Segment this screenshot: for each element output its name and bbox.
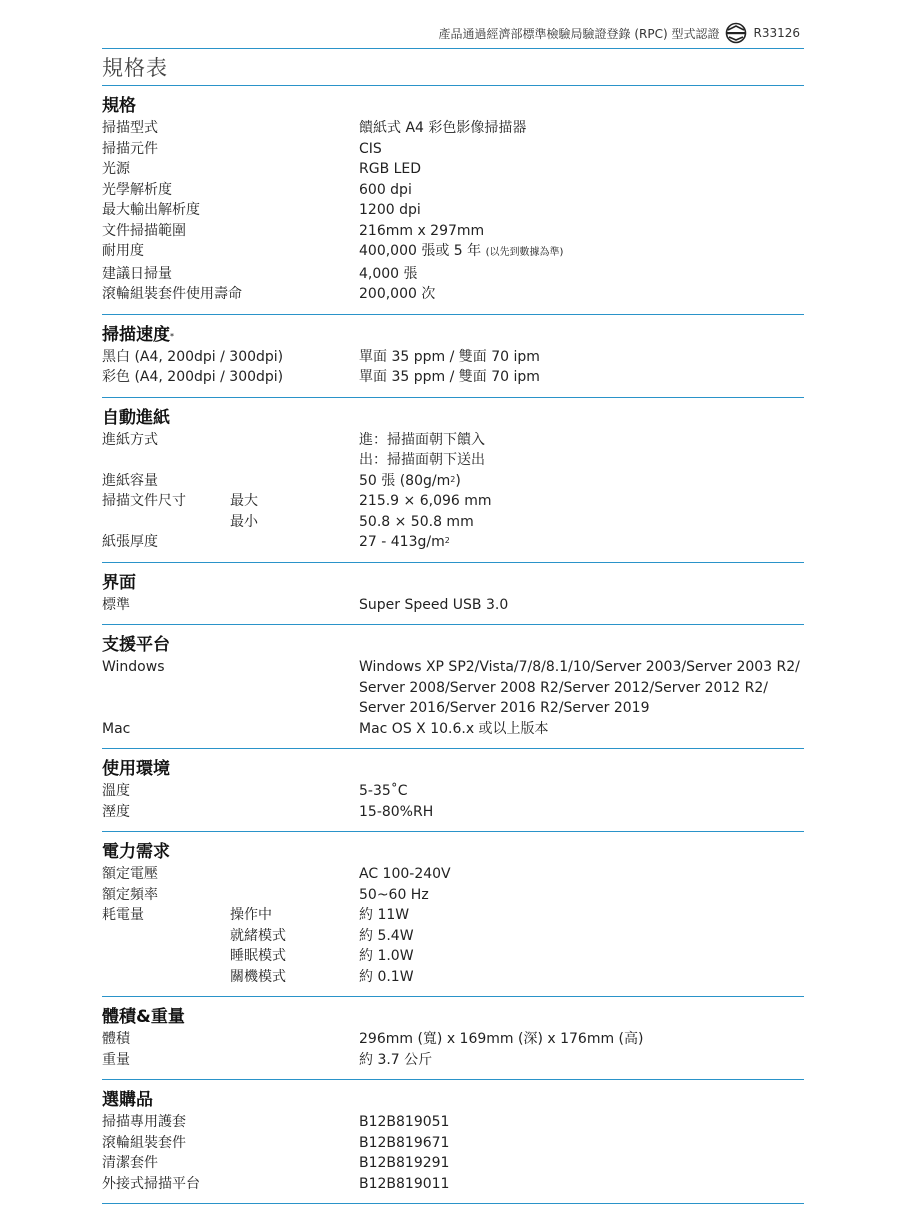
spec-value-text: 約 0.1W bbox=[359, 968, 414, 985]
spec-value bbox=[359, 967, 804, 988]
section-title-text: 掃描速度 bbox=[102, 324, 170, 345]
spec-value-text: Super Speed USB 3.0 bbox=[359, 596, 509, 613]
spec-sublabel bbox=[230, 1050, 359, 1071]
spec-value-text: CIS bbox=[359, 140, 382, 157]
section-title-text: 電力需求 bbox=[102, 842, 170, 862]
spec-value-text: 15-80%RH bbox=[359, 803, 434, 820]
spec-sublabel bbox=[230, 159, 359, 180]
section-title bbox=[102, 92, 804, 118]
spec-label: 標準 bbox=[102, 596, 130, 613]
spec-value-text: B12B819291 bbox=[359, 1155, 450, 1171]
spec-label: 滾輪組裝套件使用壽命 bbox=[102, 286, 242, 302]
section-title bbox=[102, 321, 804, 347]
spec-value-text: 饋紙式 A4 彩色影像掃描器 bbox=[359, 120, 527, 136]
spec-row bbox=[102, 532, 804, 553]
spec-value bbox=[359, 491, 804, 512]
spec-row bbox=[102, 367, 804, 388]
spec-section bbox=[102, 625, 804, 748]
spec-value-text: 約 3.7 公斤 bbox=[359, 1051, 433, 1068]
spec-section bbox=[102, 315, 804, 397]
section-title bbox=[102, 755, 804, 781]
spec-sublabel bbox=[230, 532, 359, 553]
spec-value bbox=[359, 118, 804, 139]
spec-value-text: 4,000 張 bbox=[359, 265, 418, 282]
spec-value bbox=[359, 698, 804, 719]
spec-value-text: 約 5.4W bbox=[359, 927, 414, 944]
spec-value-text: 27 - 413g/m bbox=[359, 534, 445, 550]
spec-label: 掃描元件 bbox=[102, 140, 158, 157]
spec-value bbox=[359, 264, 804, 285]
spec-sublabel bbox=[230, 200, 359, 221]
rpc-certification-icon bbox=[725, 22, 747, 44]
spec-label: 清潔套件 bbox=[102, 1155, 158, 1171]
section-divider bbox=[102, 1203, 804, 1204]
spec-value bbox=[359, 139, 804, 160]
section-title-text: 使用環境 bbox=[102, 759, 170, 779]
spec-row bbox=[102, 1112, 804, 1133]
spec-sublabel bbox=[230, 595, 359, 616]
spec-value bbox=[359, 159, 804, 180]
spec-value bbox=[359, 657, 804, 678]
spec-value bbox=[359, 1133, 804, 1154]
spec-row bbox=[102, 347, 804, 368]
spec-value bbox=[359, 347, 804, 368]
spec-row bbox=[102, 180, 804, 201]
spec-row bbox=[102, 719, 804, 740]
spec-label bbox=[102, 450, 230, 471]
spec-sublabel bbox=[230, 264, 359, 285]
section-title bbox=[102, 404, 804, 430]
spec-value-text: B12B819671 bbox=[359, 1134, 450, 1151]
spec-value bbox=[359, 678, 804, 699]
spec-sublabel bbox=[230, 781, 359, 802]
spec-row bbox=[102, 1174, 804, 1195]
spec-row bbox=[102, 781, 804, 802]
spec-label: 耐用度 bbox=[102, 243, 144, 259]
page-title: 規格表 bbox=[102, 56, 168, 80]
spec-sublabel bbox=[230, 180, 359, 201]
spec-label: 掃描文件尺寸 bbox=[102, 493, 186, 509]
spec-label bbox=[102, 678, 230, 699]
spec-value bbox=[359, 1112, 804, 1133]
spec-value-text: 215.9 × 6,096 mm bbox=[359, 493, 492, 509]
section-title-text: 規格 bbox=[102, 96, 136, 116]
spec-sublabel bbox=[230, 678, 359, 699]
spec-row bbox=[102, 1029, 804, 1050]
spec-value-text: 約 1.0W bbox=[359, 948, 414, 964]
spec-row bbox=[102, 926, 804, 947]
spec-row bbox=[102, 430, 804, 451]
spec-value bbox=[359, 719, 804, 740]
spec-value-superscript: 2 bbox=[444, 536, 450, 545]
spec-row bbox=[102, 450, 804, 471]
spec-value bbox=[359, 595, 804, 616]
spec-sublabel bbox=[230, 698, 359, 719]
spec-value bbox=[359, 885, 804, 906]
spec-row bbox=[102, 221, 804, 242]
spec-sublabel bbox=[230, 450, 359, 471]
spec-value bbox=[359, 905, 804, 926]
spec-label: 額定頻率 bbox=[102, 886, 158, 903]
spec-label: 體積 bbox=[102, 1031, 130, 1047]
spec-value bbox=[359, 1174, 804, 1195]
spec-value-text: Server 2016/Server 2016 R2/Server 2019 bbox=[359, 700, 650, 716]
spec-sublabel bbox=[230, 885, 359, 906]
spec-sublabel bbox=[230, 1133, 359, 1154]
section-title bbox=[102, 631, 804, 657]
spec-label bbox=[102, 967, 230, 988]
section-title bbox=[102, 1086, 804, 1112]
spec-label: 黑白 (A4, 200dpi / 300dpi) bbox=[102, 348, 284, 365]
spec-sublabel: 就緒模式 bbox=[230, 927, 286, 944]
section-title-text: 界面 bbox=[102, 572, 136, 593]
spec-value bbox=[359, 284, 804, 305]
spec-label: 文件掃描範圍 bbox=[102, 222, 186, 239]
spec-value-text: RGB LED bbox=[359, 161, 422, 177]
spec-row bbox=[102, 864, 804, 885]
spec-label: Windows bbox=[102, 659, 165, 675]
spec-sublabel bbox=[230, 864, 359, 885]
spec-value bbox=[359, 367, 804, 388]
spec-section bbox=[102, 398, 804, 562]
spec-value bbox=[359, 180, 804, 201]
spec-value-text: 50.8 × 50.8 mm bbox=[359, 513, 474, 530]
spec-label bbox=[102, 698, 230, 719]
spec-value bbox=[359, 1029, 804, 1050]
spec-row bbox=[102, 139, 804, 160]
spec-value-text: 單面 35 ppm / 雙面 70 ipm bbox=[359, 348, 540, 365]
section-title-text: 自動進紙 bbox=[102, 407, 170, 428]
spec-label bbox=[102, 926, 230, 947]
spec-label: 紙張厚度 bbox=[102, 534, 158, 550]
spec-sublabel: 關機模式 bbox=[230, 968, 286, 985]
spec-label bbox=[102, 946, 230, 967]
spec-row bbox=[102, 967, 804, 988]
spec-sublabel: 睡眠模式 bbox=[230, 948, 286, 964]
spec-row bbox=[102, 1133, 804, 1154]
spec-row bbox=[102, 241, 804, 264]
spec-value-text: 600 dpi bbox=[359, 181, 412, 198]
spec-value-text: 進：掃描面朝下饋入 bbox=[359, 431, 485, 448]
spec-value bbox=[359, 946, 804, 967]
section-title bbox=[102, 569, 804, 595]
spec-label: 光學解析度 bbox=[102, 181, 172, 198]
spec-value bbox=[359, 430, 804, 451]
spec-row bbox=[102, 264, 804, 285]
spec-label: 額定電壓 bbox=[102, 866, 158, 882]
spec-row bbox=[102, 1153, 804, 1174]
spec-row bbox=[102, 1050, 804, 1071]
spec-value-note: (以先到數據為準) bbox=[485, 247, 564, 258]
spec-section bbox=[102, 1080, 804, 1203]
spec-sublabel: 最小 bbox=[230, 513, 258, 530]
spec-value bbox=[359, 200, 804, 221]
spec-label: 重量 bbox=[102, 1051, 130, 1068]
spec-sublabel bbox=[230, 118, 359, 139]
spec-sublabel bbox=[230, 657, 359, 678]
section-title-text: 體積&重量 bbox=[102, 1007, 185, 1027]
spec-row bbox=[102, 512, 804, 533]
spec-label: 掃描專用護套 bbox=[102, 1114, 186, 1130]
spec-value-text: 50~60 Hz bbox=[359, 886, 429, 903]
spec-value bbox=[359, 926, 804, 947]
spec-sublabel bbox=[230, 719, 359, 740]
spec-section bbox=[102, 832, 804, 996]
spec-sublabel bbox=[230, 1029, 359, 1050]
spec-row bbox=[102, 657, 804, 678]
spec-value-text: 200,000 次 bbox=[359, 286, 436, 302]
spec-sheet bbox=[102, 48, 804, 1204]
spec-value-text: AC 100-240V bbox=[359, 866, 451, 882]
spec-value-text: 50 張 (80g/m bbox=[359, 472, 451, 489]
section-title-footnote-mark: * bbox=[170, 331, 174, 341]
certification-code: R33126 bbox=[753, 26, 800, 40]
spec-label: Mac bbox=[102, 720, 131, 737]
spec-section bbox=[102, 749, 804, 831]
spec-value-text: 400,000 張或 5 年 bbox=[359, 243, 482, 259]
spec-value-text: Server 2008/Server 2008 R2/Server 2012/Server 2012 R2/ bbox=[359, 679, 768, 696]
spec-value bbox=[359, 450, 804, 471]
spec-value-text: Mac OS X 10.6.x 或以上版本 bbox=[359, 720, 549, 737]
section-title bbox=[102, 1003, 804, 1029]
spec-label: 溫度 bbox=[102, 783, 130, 799]
spec-row bbox=[102, 885, 804, 906]
spec-sublabel bbox=[230, 430, 359, 451]
spec-label: 溼度 bbox=[102, 803, 130, 820]
spec-label: 最大輸出解析度 bbox=[102, 202, 200, 218]
spec-value-text: B12B819051 bbox=[359, 1114, 450, 1130]
spec-sublabel: 最大 bbox=[230, 493, 258, 509]
certification-text: 產品通過經濟部標準檢驗局驗證登錄 (RPC) 型式認證 bbox=[438, 26, 720, 41]
spec-row bbox=[102, 678, 804, 699]
spec-label: 彩色 (A4, 200dpi / 300dpi) bbox=[102, 369, 284, 385]
spec-label bbox=[102, 512, 230, 533]
spec-sublabel bbox=[230, 284, 359, 305]
spec-value-text: 5-35˚C bbox=[359, 783, 408, 799]
spec-sublabel bbox=[230, 1153, 359, 1174]
spec-label: 耗電量 bbox=[102, 907, 144, 923]
spec-value-text: B12B819011 bbox=[359, 1175, 450, 1192]
spec-sublabel bbox=[230, 1174, 359, 1195]
spec-row bbox=[102, 200, 804, 221]
spec-row bbox=[102, 802, 804, 823]
spec-value-text: 296mm (寬) x 169mm (深) x 176mm (高) bbox=[359, 1031, 644, 1047]
spec-value bbox=[359, 1050, 804, 1071]
spec-label: 掃描型式 bbox=[102, 120, 158, 136]
spec-row bbox=[102, 698, 804, 719]
spec-row bbox=[102, 284, 804, 305]
spec-sublabel bbox=[230, 139, 359, 160]
spec-value-superscript: 2 bbox=[450, 474, 456, 484]
spec-sublabel bbox=[230, 1112, 359, 1133]
section-title-text: 支援平台 bbox=[102, 635, 170, 655]
spec-section bbox=[102, 86, 804, 314]
spec-label: 滾輪組裝套件 bbox=[102, 1134, 186, 1151]
spec-sublabel bbox=[230, 241, 359, 264]
spec-row bbox=[102, 118, 804, 139]
spec-row bbox=[102, 905, 804, 926]
spec-sections bbox=[102, 86, 804, 1204]
spec-row bbox=[102, 595, 804, 616]
spec-value-text: Windows XP SP2/Vista/7/8/8.1/10/Server 2003/Server 2003 R2/ bbox=[359, 659, 800, 675]
spec-sublabel bbox=[230, 221, 359, 242]
spec-value bbox=[359, 221, 804, 242]
spec-value-text: 216mm x 297mm bbox=[359, 222, 485, 239]
section-title-text: 選購品 bbox=[102, 1090, 153, 1110]
spec-value bbox=[359, 241, 804, 264]
section-title bbox=[102, 838, 804, 864]
spec-label: 進紙方式 bbox=[102, 431, 158, 448]
spec-value bbox=[359, 512, 804, 533]
spec-value-tail: ) bbox=[455, 472, 461, 489]
spec-section bbox=[102, 563, 804, 625]
spec-row bbox=[102, 946, 804, 967]
spec-sublabel: 操作中 bbox=[230, 907, 272, 923]
spec-label: 進紙容量 bbox=[102, 472, 158, 489]
spec-sublabel bbox=[230, 471, 359, 492]
spec-label: 外接式掃描平台 bbox=[102, 1175, 200, 1192]
spec-value bbox=[359, 1153, 804, 1174]
spec-value-text: 出：掃描面朝下送出 bbox=[359, 452, 485, 468]
certification-header bbox=[439, 22, 800, 44]
spec-label: 建議日掃量 bbox=[102, 265, 172, 282]
spec-value-text: 1200 dpi bbox=[359, 202, 421, 218]
spec-value bbox=[359, 802, 804, 823]
spec-value-text: 約 11W bbox=[359, 907, 410, 923]
spec-label: 光源 bbox=[102, 161, 130, 177]
spec-sublabel bbox=[230, 802, 359, 823]
spec-value bbox=[359, 864, 804, 885]
spec-row bbox=[102, 491, 804, 512]
spec-value-text: 單面 35 ppm / 雙面 70 ipm bbox=[359, 369, 540, 385]
spec-value bbox=[359, 532, 804, 553]
spec-section bbox=[102, 997, 804, 1079]
spec-row bbox=[102, 471, 804, 492]
spec-row bbox=[102, 159, 804, 180]
spec-value bbox=[359, 781, 804, 802]
spec-value bbox=[359, 471, 804, 492]
